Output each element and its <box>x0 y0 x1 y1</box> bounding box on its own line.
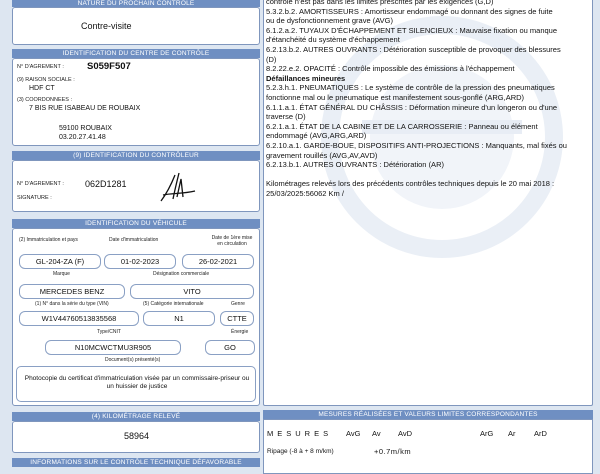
km-history-note: Kilométrages relevés lors des précédents contrôles techniques depuis le 20 mai 2018 : <box>266 179 555 188</box>
measures-label: MESURES <box>267 429 333 438</box>
center-header: IDENTIFICATION DU CENTRE DE CONTRÔLE <box>12 49 260 58</box>
minor-defect-line: endommagé (AVG,ARG,ARD) <box>266 131 367 141</box>
ripage-value: +0.7m/km <box>374 447 412 456</box>
first-date-field: 26-02-2021 <box>182 254 254 269</box>
immat-label: (2) Immatriculation et pays <box>19 237 78 243</box>
docs-label: Document(s) présenté(s) <box>105 357 161 363</box>
km-header: (4) KILOMÉTRAGE RELEVÉ <box>12 412 260 421</box>
vin-field: W1V44760513835568 <box>19 311 139 326</box>
col-av: Av <box>372 429 381 438</box>
vehicle-header: IDENTIFICATION DU VÉHICULE <box>12 219 260 228</box>
measures-header: MESURES RÉALISÉES ET VALEURS LIMITES CORRESPONDANTES <box>263 410 593 419</box>
controller-header: (9) IDENTIFICATION DU CONTRÔLEUR <box>12 151 260 160</box>
minor-defect-line: 6.2.13.b.1. AUTRES OUVRANTS : Détérioration (AR) <box>266 160 444 170</box>
phone: 03.20.27.41.48 <box>59 134 106 141</box>
minor-defect-line: 6.2.1.a.1. ÉTAT DE LA CABINE ET DE LA CARROSSERIE : Panneau ou élément <box>266 121 538 131</box>
center-agreement-label: N° D'AGREMENT : <box>17 64 64 70</box>
type-label: Type/CNIT <box>97 329 121 335</box>
ripage-label: Ripage (-8 à + 8 m/km) <box>267 448 334 455</box>
controller-agreement-value: 062D1281 <box>85 179 127 189</box>
minor-defect-line: 6.2.10.a.1. GARDE-BOUE, DISPOSITIFS ANTI-PROJECTIONS : Manquants, mal fixés ou <box>266 141 567 150</box>
col-avg: AvG <box>346 429 361 438</box>
raison-sociale-label: (9) RAISON SOCIALE : <box>17 77 75 83</box>
km-box <box>12 421 260 453</box>
docs-value: Photocopie du certificat d'immatriculation visée par un commissaire-priseur ou un huissier de justice <box>24 375 250 390</box>
controller-box <box>12 160 260 212</box>
defects-box <box>263 0 593 406</box>
next-control-header: NATURE DU PROCHAIN CONTRÔLE <box>12 0 260 7</box>
next-control-box <box>12 7 260 45</box>
col-avd: AvD <box>398 429 413 438</box>
type-field: N10MCWCTMU3R905 <box>45 340 181 355</box>
genre-label: Genre <box>231 301 245 307</box>
minor-defect-line: gravement rouillés (AVG,AV,AVD) <box>266 150 378 160</box>
center-agreement-value: S059F507 <box>87 61 131 72</box>
defect-line: 8.2.22.e.2. OPACITÉ : Contrôle impossible des émissions à l'échappement <box>266 64 515 74</box>
vehicle-box <box>12 228 260 406</box>
defect-line: 5.3.2.b.2. AMORTISSEURS : Amortisseur endommagé ou donnant des signes de fuite <box>266 6 553 16</box>
km-history-value: 25/03/2025:56062 Km / <box>266 188 344 198</box>
raison-sociale-value: HDF CT <box>29 85 55 92</box>
center-box <box>12 58 260 146</box>
first-date-label: Date de 1ère mise en circulation <box>211 235 253 247</box>
col-arg: ArG <box>480 429 494 438</box>
info-header: INFORMATIONS SUR LE CONTRÔLE TECHNIQUE DÉFAVORABLE <box>12 458 260 467</box>
energy-label: Énergie <box>231 329 249 335</box>
brand-label: Marque <box>53 271 70 277</box>
minor-defect-line: fonctionne mal ou le pneumatique est manifestement sous-gonflé (ARG,ARD) <box>266 93 525 102</box>
category-field: N1 <box>143 311 215 326</box>
minor-defects-title: Défaillances mineures <box>266 73 346 83</box>
immat-field: GL-204-ZA (F) <box>19 254 101 269</box>
commercial-label: Désignation commerciale <box>153 271 210 277</box>
col-ard: ArD <box>534 429 547 438</box>
minor-defect-line: 6.1.1.a.1. ÉTAT GÉNÉRAL DU CHÂSSIS : Déformation mineure d'un longeron ou d'une <box>266 102 558 112</box>
defect-line: 6.1.2.a.2. TUYAUX D'ÉCHAPPEMENT ET SILENCIEUX : Mauvaise fixation ou manque <box>266 25 557 35</box>
genre-field: CTTE <box>220 311 254 326</box>
defect-line: 6.2.13.b.2. AUTRES OUVRANTS : Détérioration susceptible de provoquer des blessures <box>266 45 561 54</box>
signature-label: SIGNATURE : <box>17 195 52 201</box>
energy-field: GO <box>205 340 255 355</box>
immat-date-label: Date d'immatriculation <box>109 237 159 243</box>
km-value: 58964 <box>124 431 150 441</box>
docs-field <box>16 366 256 402</box>
col-ar: Ar <box>508 429 516 438</box>
controller-agreement-label: N° D'AGREMENT : <box>17 181 64 187</box>
vin-label: (1) N° dans la série du type (VIN) <box>35 301 109 307</box>
measures-box <box>263 419 593 474</box>
next-control-value: Contre-visite <box>81 21 132 31</box>
minor-defect-line: traverse (D) <box>266 112 306 122</box>
address-line-2: 59100 ROUBAIX <box>59 125 112 132</box>
defect-line: (D) <box>266 54 277 64</box>
commercial-field: VITO <box>130 284 254 299</box>
defect-line: contrôle n'est pas dans les limites prescrites par les exigences (G,D) <box>266 0 494 6</box>
brand-field: MERCEDES BENZ <box>19 284 125 299</box>
signature-image <box>153 171 203 205</box>
category-label: (5) Catégorie internationale <box>143 301 204 307</box>
immat-date-field: 01-02-2023 <box>104 254 176 269</box>
defect-line: ou de dysfonctionnement grave (AVG) <box>266 16 394 26</box>
coordinates-label: (3) COORDONNEES : <box>17 97 73 103</box>
address-line-1: 7 BIS RUE ISABEAU DE ROUBAIX <box>29 105 141 112</box>
minor-defect-line: 5.2.3.h.1. PNEUMATIQUES : Le système de contrôle de la pression des pneumatiques <box>266 83 555 93</box>
defect-line: d'étanchéité du système d'échappement <box>266 35 400 45</box>
